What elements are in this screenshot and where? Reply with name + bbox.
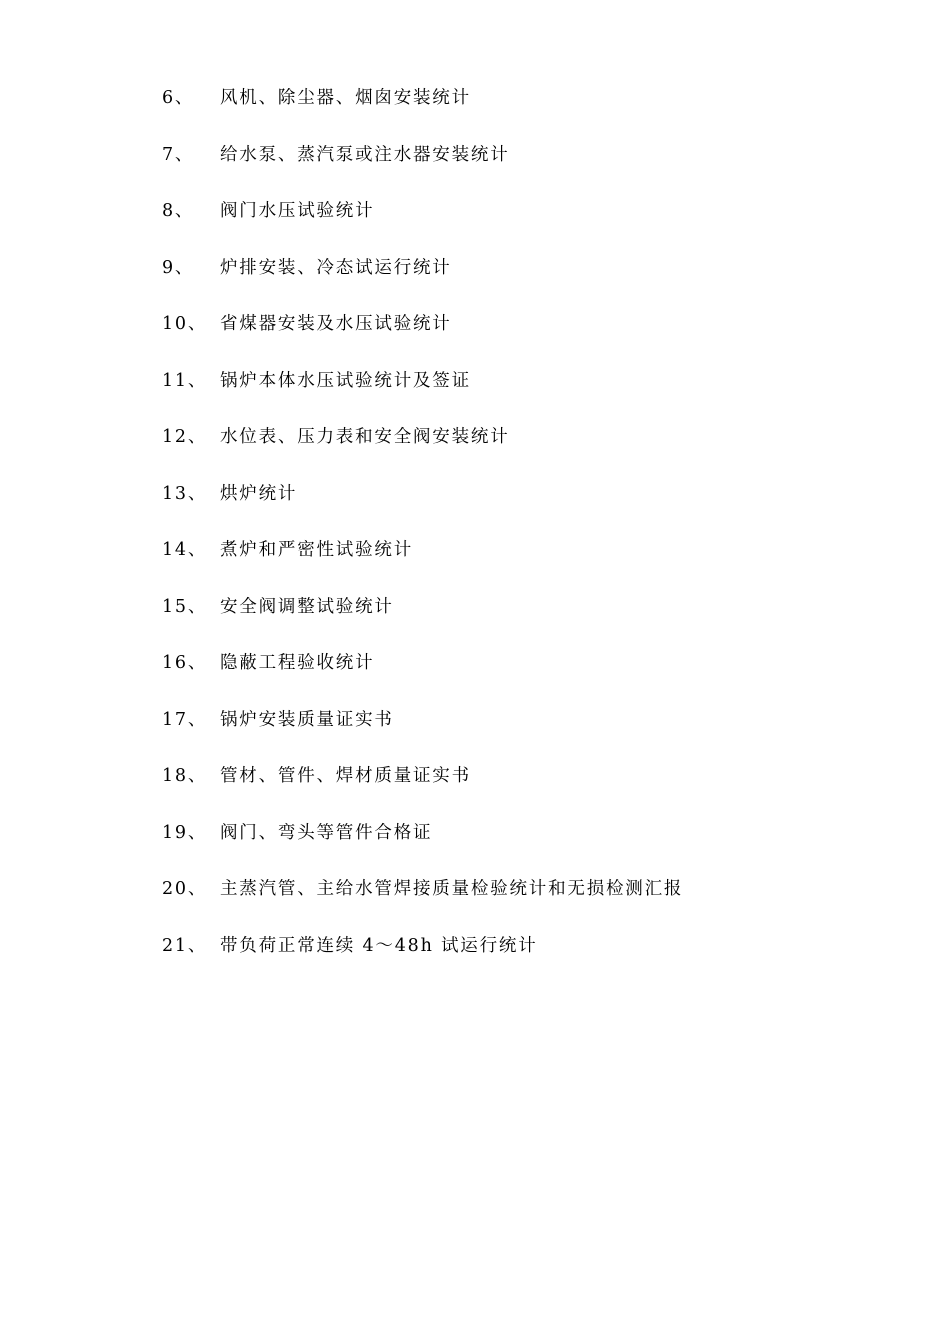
- item-number: 21、: [162, 935, 208, 956]
- item-text: 带负荷正常连续 4～48h 试运行统计: [220, 935, 538, 956]
- list-item: [162, 254, 882, 311]
- item-text: 炉排安装、冷态试运行统计: [220, 257, 452, 278]
- item-text: 锅炉安装质量证实书: [220, 709, 394, 730]
- list-item: [162, 367, 882, 424]
- item-text: 安全阀调整试验统计: [220, 596, 394, 617]
- list-item: [162, 819, 882, 876]
- list-item: [162, 141, 882, 198]
- item-number: 18、: [162, 766, 208, 786]
- item-text: 主蒸汽管、主给水管焊接质量检验统计和无损检测汇报: [220, 879, 684, 899]
- item-number: 12、: [162, 427, 208, 447]
- list-item: [162, 593, 882, 650]
- item-text: 管材、管件、焊材质量证实书: [220, 766, 471, 786]
- list-item: [162, 197, 882, 254]
- item-text: 给水泵、蒸汽泵或注水器安装统计: [220, 144, 510, 165]
- document-list: [162, 84, 882, 988]
- item-text: 烘炉统计: [220, 483, 298, 504]
- item-text: 省煤器安装及水压试验统计: [220, 314, 452, 334]
- item-number: 8、: [162, 201, 195, 221]
- item-number: 14、: [162, 540, 208, 560]
- item-text: 水位表、压力表和安全阀安装统计: [220, 427, 510, 447]
- list-item: [162, 310, 882, 367]
- list-item: [162, 762, 882, 819]
- item-text: 锅炉本体水压试验统计及签证: [220, 370, 471, 391]
- list-item: [162, 480, 882, 537]
- item-number: 13、: [162, 483, 208, 504]
- item-text: 风机、除尘器、烟囱安装统计: [220, 88, 471, 108]
- list-item: [162, 875, 882, 932]
- item-text: 煮炉和严密性试验统计: [220, 540, 413, 560]
- item-number: 16、: [162, 653, 208, 673]
- item-number: 10、: [162, 314, 208, 334]
- list-item: [162, 536, 882, 593]
- list-item: [162, 423, 882, 480]
- item-number: 6、: [162, 88, 195, 108]
- item-number: 9、: [162, 257, 195, 278]
- item-number: 20、: [162, 879, 208, 899]
- list-item: [162, 932, 882, 989]
- list-item: [162, 84, 882, 141]
- list-item: [162, 649, 882, 706]
- item-text: 阀门水压试验统计: [220, 201, 375, 221]
- item-text: 阀门、弯头等管件合格证: [220, 822, 433, 843]
- item-number: 11、: [162, 370, 208, 391]
- item-number: 15、: [162, 596, 208, 617]
- item-number: 17、: [162, 709, 208, 730]
- item-number: 19、: [162, 822, 208, 843]
- item-text: 隐蔽工程验收统计: [220, 653, 375, 673]
- list-item: [162, 706, 882, 763]
- item-number: 7、: [162, 144, 195, 165]
